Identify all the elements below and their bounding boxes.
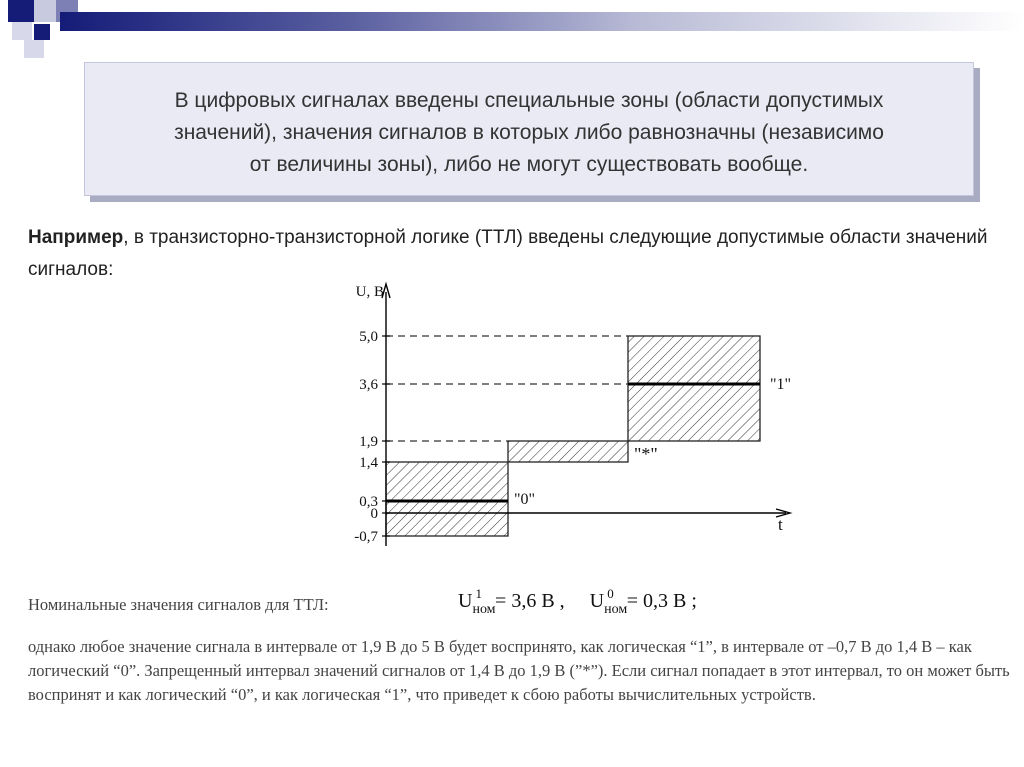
u1-superscript: 1 (475, 586, 483, 601)
tick-label-3: 1,4 (359, 455, 378, 471)
tick-label-6: -0,7 (354, 529, 378, 545)
x-axis-label: t (778, 515, 783, 534)
callout-text (85, 85, 973, 181)
header-square-light2 (12, 22, 32, 40)
u0-superscript: 0 (607, 586, 614, 601)
y-axis-label: U, В (355, 284, 384, 300)
body-paragraph: однако любое значение сигнала в интервале от 1,9 В до 5 В будет воспринято, как логическая “1”, в интервале от –0,7 В до 1,4 В – как логический “0”. Запрещенный интервал значений сигналов от 1,4 В до 1,9 В (”*”). Если сигнал попадает в этот интервал, то он может быть воспринят и как логический “0”, и как логическая “1”, что приведет к сбою работы вычислительных устройств. (28, 637, 1010, 704)
nominal-formula (458, 586, 697, 618)
ttl-levels-chart (320, 274, 800, 550)
u0-subscript: ном (604, 602, 628, 617)
zone-one (628, 336, 760, 441)
callout-line-3: от величины зоны), либо не могут существовать вообще. (249, 153, 809, 176)
zone-zero (386, 462, 508, 536)
header-square-light (34, 0, 56, 22)
header-square-pale (24, 40, 44, 58)
header-gradient-bar (60, 12, 1024, 31)
tick-label-2: 1,9 (359, 434, 378, 450)
tick-label-0: 5,0 (359, 329, 378, 345)
zone-label-forbidden: "*" (634, 444, 658, 464)
example-bold: Например (28, 227, 124, 248)
nominal-label: Номинальные значения сигналов для ТТЛ: (28, 595, 329, 614)
tick-label-4: 0,3 (359, 494, 378, 510)
u1-subscript: ном (472, 602, 496, 617)
header-square-dark (8, 0, 34, 22)
tick-label-5: 0 (370, 506, 378, 522)
u0-symbol: U (589, 590, 605, 612)
u0-value: = 0,3 В (626, 590, 687, 612)
header-square-dark2 (34, 24, 50, 40)
u1-separator: , (554, 590, 565, 612)
zone-label-zero: "0" (514, 491, 536, 508)
callout-line-2: значений), значения сигналов в которых либо равнозначны (независимо (174, 121, 884, 144)
u1-value: = 3,6 В (495, 590, 555, 612)
u1-symbol: U (458, 590, 473, 612)
zone-label-one: "1" (770, 376, 792, 393)
callout-line-1: В цифровых сигналах введены специальные зоны (области допустимых (174, 89, 884, 112)
u0-separator: ; (686, 590, 697, 612)
example-rest: , в транзисторно-транзисторной логике (ТТЛ) введены следующие допустимые области значений сигналов: (28, 227, 988, 280)
tick-label-1: 3,6 (359, 377, 378, 393)
callout-box (84, 62, 974, 196)
zone-forbidden (508, 441, 628, 462)
